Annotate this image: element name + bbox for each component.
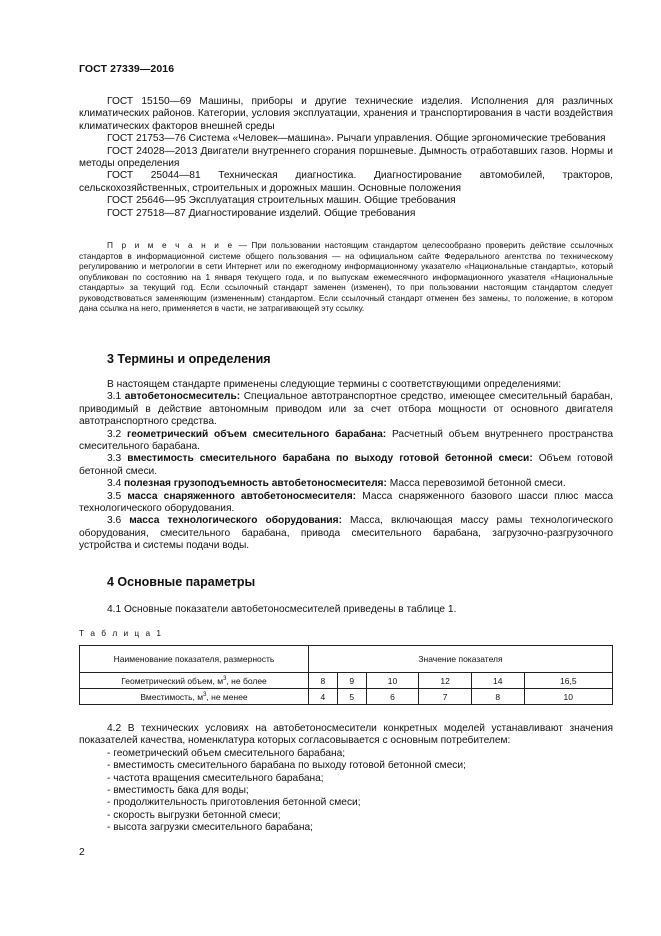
term-name: масса снаряженного автобетоносмесителя: (127, 490, 357, 502)
reference-item: ГОСТ 25044—81 Техническая диагностика. Диагностирование автомобилей, тракторов, сельскохозяйственных, строительных и дорожных машин. Основные положения (79, 170, 613, 194)
list-item: - частота вращения смесительного барабана; (107, 772, 324, 784)
term-definition: 3.5 масса снаряженного автобетоносмесителя: Масса снаряженного базового шасси плюс масса технологического оборудования. (79, 490, 613, 515)
table-caption: Т а б л и ц а 1 (79, 628, 164, 638)
list-item: - продолжительность приготовления бетонной смеси; (107, 797, 361, 809)
normative-references (79, 96, 613, 220)
table-cell: 8 (309, 673, 338, 689)
table-header-row (80, 646, 613, 673)
reference-item: ГОСТ 24028—2013 Двигатели внутреннего сгорания поршневые. Дымность отработавших газов. Нормы и методы определения (79, 145, 613, 170)
note-label: П р и м е ч а н и е (107, 240, 235, 250)
term-definition: 3.3 вместимость смесительного барабана по выходу готовой бетонной смеси: Объем готовой бетонной смеси. (79, 453, 613, 477)
page-number: 2 (79, 847, 85, 858)
table-cell: 14 (471, 673, 524, 689)
table-row-label: Геометрический объем, $м^3$, не более (80, 673, 309, 689)
table-row (80, 689, 613, 705)
reference-item: ГОСТ 27518—87 Диагностирование изделий. Общие требования (107, 207, 416, 219)
list-item: - высота загрузки смесительного барабана; (107, 822, 313, 834)
parameters-table (79, 645, 613, 705)
section-4-heading: 4 Основные параметры (107, 575, 256, 589)
table-row-label: Вместимость, $м^3$, не менее (80, 689, 309, 705)
paragraph-4-2-block (79, 723, 613, 835)
note-paragraph (79, 240, 613, 314)
reference-item: ГОСТ 21753—76 Система «Человек—машина». Рычаги управления. Общие эргономические требования (107, 133, 606, 145)
term-name: геометрический объем смесительного барабана: (126, 428, 387, 440)
table-cell: 5 (337, 689, 366, 705)
list-item: - геометрический объем смесительного барабана; (107, 747, 346, 759)
list-item: - скорость выгрузки бетонной смеси; (107, 809, 281, 821)
list-item: - вместимость бака для воды; (107, 785, 249, 797)
term-name: масса технологического оборудования: (129, 515, 342, 527)
table-cell: 9 (337, 673, 366, 689)
section-3-intro: В настоящем стандарте применены следующие термины с соответствующими определениями: (107, 379, 562, 390)
section-3-body (79, 379, 613, 553)
table-cell: 16,5 (524, 673, 612, 689)
table-cell: 12 (419, 673, 472, 689)
table-cell: 7 (419, 689, 472, 705)
section-3-heading: 3 Термины и определения (107, 352, 271, 366)
table-header-value: Значение показателя (309, 646, 613, 673)
term-name: вместимость смесительного барабана по выходу готовой бетонной смеси: (127, 453, 533, 465)
note-text: — При пользовании настоящим стандартом целесообразно проверить действие ссылочных стандартов в информационной системе общего пользования — на официальном сайте Федерального агентства по техническому регулированию и метрологии в сети Интернет или по ежегодному информационному указателю «Национальные стандарты», который опубликован по состоянию на 1 января текущего года, и по выпускам ежемесячного информационного указателя «Национальные стандарты» за текущий год. Если ссылочный стандарт заменен (изменен), то при пользовании настоящим стандартом следует руководствоваться заменяющим (измененным) стандартом. Если ссылочный стандарт отменен без замены, то положение, в котором дана ссылка на него, применяется в части, не затрагивающей эту ссылку. (79, 240, 613, 313)
list-item: - вместимость смесительного барабана по выходу готовой бетонной смеси; (107, 760, 466, 772)
term-definition: 3.2 геометрический объем смесительного барабана: Расчетный объем внутреннего пространства смесительного барабана. (79, 428, 613, 453)
paragraph-4-2: 4.2 В технических условиях на автобетоносмесители конкретных моделей устанавливают значения показателей качества, номенклатура которых согласовывается с основным потребителем: (79, 723, 613, 747)
reference-item: ГОСТ 25646—95 Эксплуатация строительных машин. Общие требования (107, 195, 456, 207)
document-header: ГОСТ 27339—2016 (79, 63, 175, 75)
table-cell: 10 (524, 689, 612, 705)
term-definition: 3.6 масса технологического оборудования: Масса, включающая массу рамы технологического оборудования, смесительного барабана, привода смесительного барабана, загрузочно-разгрузочного устройства и системы подачи воды. (79, 515, 613, 552)
term-name: автобетоносмеситель: (124, 391, 241, 403)
reference-item: ГОСТ 15150—69 Машины, приборы и другие технические изделия. Исполнения для различных климатических районов. Категории, условия эксплуатации, хранения и транспортирования в части воздействия климатических факторов внешней среды (79, 96, 613, 132)
quality-indicators-list (79, 748, 613, 835)
table-cell: 6 (366, 689, 419, 705)
table-cell: 10 (366, 673, 419, 689)
table-header-param: Наименование показателя, размерность (80, 646, 309, 673)
term-name: полезная грузоподъемность автобетоносмесителя: (124, 478, 387, 490)
table-row (80, 673, 613, 689)
term-definition: 3.4 полезная грузоподъемность автобетоносмесителя: Масса перевозимой бетонной смеси. (107, 478, 566, 490)
table-cell: 4 (309, 689, 338, 705)
paragraph-4-1: 4.1 Основные показатели автобетоносмесителей приведены в таблице 1. (107, 604, 457, 615)
table-cell: 8 (471, 689, 524, 705)
term-definition: 3.1 автобетоносмеситель: Специальное автотранспортное средство, имеющее смесительный барабан, приводимый в действие автономным приводом или за счет отбора мощности от основного двигателя автотранспортного средства. (79, 391, 613, 428)
